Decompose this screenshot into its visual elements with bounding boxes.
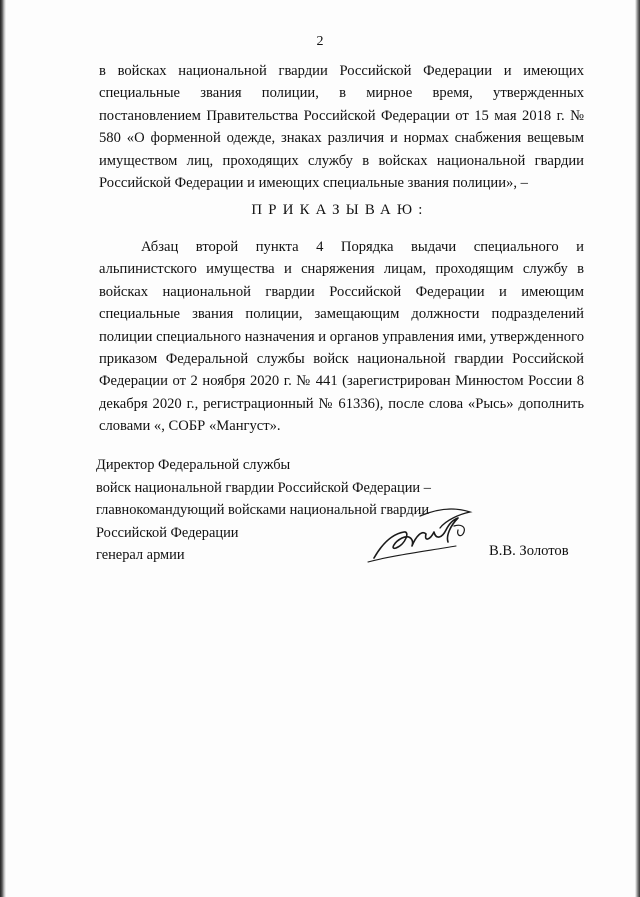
signatory-title-line: Российской Федерации	[96, 524, 239, 541]
body-paragraph-1: в войсках национальной гвардии Российской Федерации и имеющих специальные звания полиции, в мирное время, утвержденных постановлением Правительства Российской Федерации от 15 мая 2018 г. № 580 «О форменной одежде, знаках различия и нормах снабжения вещевым имуществом лиц, проходящих службу в войсках национальной гвардии Российской Федерации и имеющих специальные звания полиции», –	[99, 63, 584, 192]
signatory-title-line: войск национальной гвардии Российской Федерации –	[96, 479, 431, 496]
order-heading: ПРИКАЗЫВАЮ:	[251, 202, 429, 218]
scan-edge-left	[0, 0, 6, 897]
handwritten-signature	[360, 496, 480, 568]
signatory-title-line: главнокомандующий войсками национальной гвардии	[96, 502, 430, 519]
signatory-title-line: генерал армии	[96, 547, 185, 564]
signatory-title-line: Директор Федеральной службы	[96, 457, 291, 473]
body-paragraph-2: Абзац второй пункта 4 Порядка выдачи специального и альпинистского имущества и снаряжения лицам, проходящим службу в войсках национальной гвардии Российской Федерации и имеющим специальные звания полиции, замещающим должности подразделений полиции специального назначения и органов управления ими, утвержденного приказом Федеральной службы войск национальной гвардии Российской Федерации от 2 ноября 2020 г. № 441 (зарегистрирован Минюстом России 8 декабря 2020 г., регистрационный № 61336), после слова «Рысь» дополнить словами «, СОБР «Мангуст».	[99, 239, 584, 435]
page-number: 2	[316, 34, 324, 49]
signatory-name: В.В. Золотов	[489, 543, 569, 559]
scan-edge-right	[635, 0, 640, 897]
